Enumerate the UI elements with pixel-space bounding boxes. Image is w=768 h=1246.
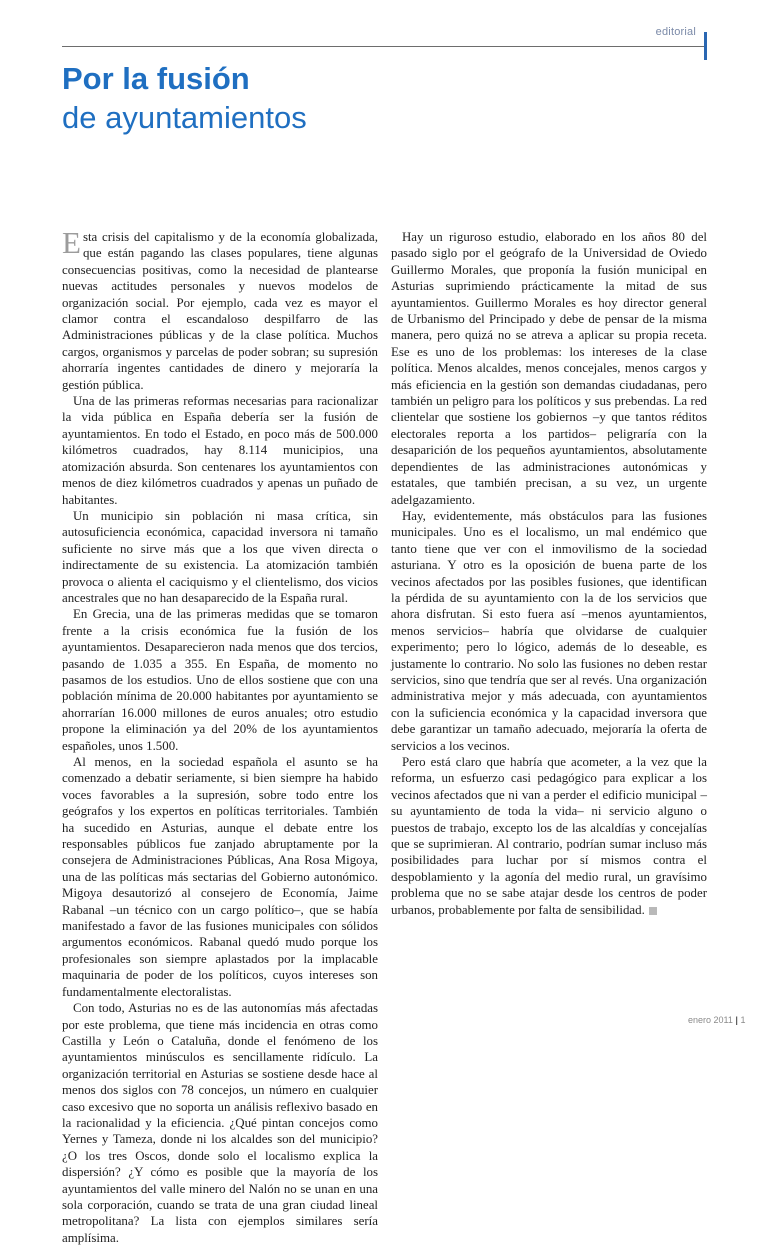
- article-paragraph-3: Un municipio sin población ni masa crítica, sin autosuficiencia económica, capacidad inversora ni tamaño suficiente no sirve más que a los que viven directa o indirectamente de su existencia. La atomización también provoca o alienta el caciquismo y el clientelismo, dos vicios ancestrales que no han desaparecido de la España rural.: [62, 508, 378, 605]
- end-of-article-mark: [649, 907, 657, 915]
- article-paragraph-4: En Grecia, una de las primeras medidas que se tomaron frente a la crisis económica fue la fusión de los ayuntamientos. Desaparecieron nada menos que dos tercios, pasando de 1.035 a 355. En España, de momento no pasamos de los estudios. Uno de ellos sostiene que con una población mínima de 20.000 habitantes por ayuntamiento se ahorrarían 16.000 millones de euros anuales; otro estudio propone la eliminación ya del 20% de los ayuntamientos españoles, unos 1.500.: [62, 607, 378, 753]
- article-paragraph-5: Al menos, en la sociedad española el asunto se ha comenzado a debatir seriamente, si bien siempre ha habido voces favorables a la supresión, sobre todo entre los geógrafos y los expertos en políticas territoriales. También ha sucedido en Asturias, aunque el debate entre los responsables públicos fue zanjado abruptamente por la consejera de Administraciones Públicas, Ana Rosa Migoya, una de las políticas más sectarias del Gobierno autonómico. Migoya desautorizó al consejero de Economía, Jaime Rabanal –un técnico con un cargo político–, que se había manifestado a favor de las fusiones municipales con sólidos argumentos económicos. Rabanal quedó mudo porque los profesionales son siempre aplastados por la implacable maquinaria de poder de los políticos, cuyos intereses son fundamentalmente electoralistas.: [62, 755, 378, 999]
- article-paragraph-1: [62, 225, 378, 393]
- page-number: 1: [740, 1015, 746, 1025]
- article-column-left: [62, 225, 378, 1246]
- article-paragraph-9: [391, 754, 707, 918]
- article-paragraph-9-text: Pero está claro que habría que acometer, a la vez que la reforma, un esfuerzo casi pedagógico para explicar a los vecinos afectados que ni van a perder el edificio municipal –su ayuntamiento de toda la vida– ni servicio alguno o puestos de trabajo, excepto los de las alcaldías y concejalías que se suprimieran. Al contrario, podrían sumar incluso más posibilidades para luchar por sí mismos contra el despoblamiento y la agonía del medio rural, un gravísimo problema que no se sabe atajar desde los centros de poder urbanos, probablemente por falta de sensibilidad.: [391, 755, 707, 917]
- drop-cap: E: [62, 225, 81, 260]
- footer-date: enero 2011: [688, 1015, 733, 1025]
- article-paragraph-8: Hay, evidentemente, más obstáculos para las fusiones municipales. Uno es el localismo, un mal endémico que tanto tiene que ver con el inmovilismo de la sociedad asturiana. Y otro es la oposición de buena parte de los vecinos afectados por las posibles fusiones, que identifican la pérdida de su ayuntamiento con la de los servicios que ahora disfrutan. Si esto fuera así –menos ayuntamientos, menos servicios– habría que olvidarse de cualquier experimento; pero lo lógico, además de lo deseable, es justamente lo contrario. No solo las fusiones no deben restar servicios, sino que tendría que ser al revés. Una organización administrativa mejor y más adecuada, con ayuntamientos con la suficiencia económica y la capacidad inversora que debe garantizar un tamaño adecuado, mejoraría la oferta de servicios a los vecinos.: [391, 508, 707, 753]
- article-paragraph-6: Con todo, Asturias no es de las autonomías más afectadas por este problema, que tiene más incidencia en otras como Castilla y León o Cataluña, donde el fenómeno de los ayuntamientos minúsculos es sencillamente ridículo. La organización territorial en Asturias se sostiene desde hace al menos dos siglos con 78 concejos, un número en cualquier caso excesivo que no soporta un análisis reflexivo basado en la racionalidad y la eficiencia. ¿Qué pintan concejos como Yernes y Tameza, donde ni los alcaldes son del municipio? ¿O los tres Oscos, donde solo el localismo explica la dispersión? ¿Y cómo es posible que la mayoría de los ayuntamientos del valle minero del Nalón no se unan en una sola corporación, cuando se trata de una gran ciudad lineal metropolitana? La lista con ejemplos similares sería amplísima.: [62, 1001, 378, 1245]
- article-paragraph-2: Una de las primeras reformas necesarias para racionalizar la vida pública en España debería ser la fusión de ayuntamientos. En todo el Estado, en poco más de 500.000 kilómetros cuadrados, hay 8.114 municipios, una atomización absurda. Son centenares los ayuntamientos con menos de diez kilómetros cuadrados y apenas un puñado de habitantes.: [62, 394, 378, 507]
- article-column-right: [391, 229, 707, 918]
- footer-separator: |: [735, 1015, 738, 1025]
- article-paragraph-7: Hay un riguroso estudio, elaborado en los años 80 del pasado siglo por el geógrafo de la Universidad de Oviedo Guillermo Morales, que proponía la fusión municipal en Asturias suprimiendo prácticamente la mitad de sus ayuntamientos. Guillermo Morales es hoy director general de Urbanismo del Principado y debe de pensar de la misma manera, pero quizá no se atreva a aplicar su propia receta. Ese es uno de los problemas: los intereses de la clase política. Menos alcaldes, menos concejales, menos cargos y más eficiencia en la gestión son demandas ciudadanas, pero también un peligro para los políticos y sus prebendas. La red clientelar que sostiene los gobiernos –y que tantos réditos electorales reporta a los partidos– peligraría con la desaparición de los pequeños ayuntamientos, absolutamente dependientes de las administraciones autonómicas y estatales, que también precisan, a su vez, un urgente adelgazamiento.: [391, 230, 707, 507]
- header-rule: [62, 46, 704, 47]
- headline-line-1: Por la fusión: [62, 61, 250, 96]
- headline-line-2: de ayuntamientos: [62, 100, 307, 135]
- article-paragraph-1-text: sta crisis del capitalismo y de la economía globalizada, que están pagando las clases populares, tiene algunas consecuencias positivas, como la necesidad de plantearse nuevas actitudes personales y nuevos modelos de organización social. Por ejemplo, cada vez es mayor el clamor contra el escandaloso despilfarro de las Administraciones públicas y de la clase política. Muchos cargos, organismos y parcelas de poder sobran; su supresión ahorraría ingentes cantidades de dinero y mejoraría la gestión pública.: [62, 230, 378, 392]
- section-accent-bar: [704, 32, 707, 60]
- section-label: editorial: [655, 26, 696, 38]
